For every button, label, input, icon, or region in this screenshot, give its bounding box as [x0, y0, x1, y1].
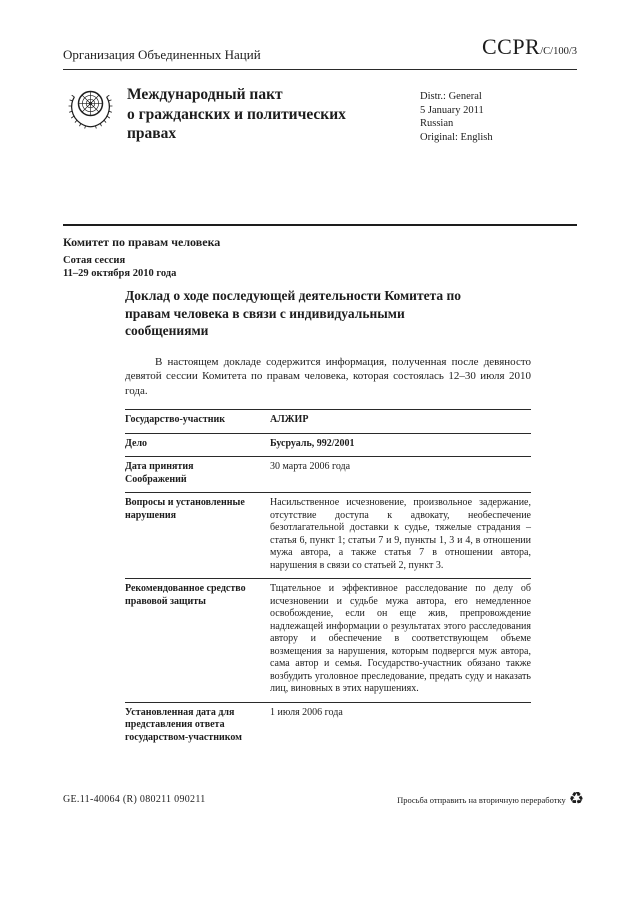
- recycle-note-text: Просьба отправить на вторичную переработку: [397, 794, 566, 805]
- section-rule: [63, 224, 577, 226]
- doc-symbol: [482, 34, 577, 60]
- row-label: Рекомендованное средство правовой защиты: [125, 583, 246, 607]
- session-title: Сотая сессия: [63, 255, 126, 266]
- doc-symbol-suffix: /C/100/3: [540, 46, 577, 57]
- committee-name: Комитет по правам человека: [63, 235, 221, 249]
- doc-symbol-main: CCPR: [481, 34, 541, 59]
- row-value: Насильственное исчезновение, произвольное задержание, отсутствие доступа к адвокату, необеспечение безотлагательной доставки к судье, тяжелые страдания – статья 6, пункт 1; статьи 7 и 9, пункты 1, 3 и 4, в отношении мужа автора, а также статья 7 в отношении автора, нарушения в связи со статьей 2, пункт 3.: [270, 497, 531, 571]
- case-table: [125, 409, 531, 750]
- row-value: Бусруаль, 992/2001: [270, 437, 355, 449]
- original-line: Original: English: [420, 131, 493, 143]
- covenant-title: [127, 85, 417, 144]
- covenant-title-line: Международный пакт: [127, 86, 283, 103]
- date-line: 5 January 2011: [420, 104, 484, 116]
- language-line: Russian: [420, 118, 454, 129]
- row-value: 30 марта 2006 года: [270, 461, 351, 472]
- table-row: [125, 434, 531, 458]
- distr-line: Distr.: General: [420, 91, 482, 102]
- covenant-title-line: правах: [127, 125, 177, 142]
- table-row: [125, 457, 531, 493]
- row-label: Вопросы и установленные нарушения: [125, 497, 245, 521]
- report-title: Доклад о ходе последующей деятельности Комитета по правам человека в связи с индивидуальными сообщениями: [125, 288, 462, 338]
- row-value: 1 июля 2006 года: [270, 706, 343, 718]
- session-dates: 11–29 октября 2010 года: [63, 268, 177, 279]
- table-row: [125, 410, 531, 434]
- distribution-block: [420, 90, 493, 144]
- report-intro: В настоящем докладе содержится информация, полученная после девяносто девятой сессии Комитета по правам человека, которая состоялась 12–30 июля 2010 года.: [125, 355, 531, 397]
- row-value: АЛЖИР: [270, 414, 309, 425]
- org-name: Организация Объединенных Наций: [63, 47, 261, 62]
- row-label: Установленная дата для представления ответа государством-участником: [125, 706, 242, 743]
- covenant-title-line: о гражданских и политических: [127, 105, 346, 123]
- table-row: [125, 703, 531, 751]
- row-label: Дата принятия Соображений: [125, 461, 194, 485]
- row-label: Государство-участник: [125, 414, 226, 425]
- header-rule: [63, 69, 577, 70]
- un-emblem-icon: [64, 82, 117, 135]
- footer-doc-id: GE.11-40064 (R) 080211 090211: [63, 794, 206, 805]
- row-label: Дело: [125, 437, 148, 449]
- committee-block: [63, 235, 220, 280]
- row-value: Тщательное и эффективное расследование по делу об исчезновении и судьбе мужа автора, его немедленное освобождение, если он еще жив, препровождение надлежащей информации о результатах этого расследования автору и обеспечение в соответствующем объеме возмещения за нарушения, которым подвергся муж автора, сама автор и семья. Государство-участник обязано также возбудить уголовное преследование, предать суду и наказать лиц, виновных в этих нарушениях.: [270, 583, 531, 694]
- recycle-icon: ♻: [568, 789, 584, 809]
- table-row: [125, 493, 531, 579]
- table-row: [125, 579, 531, 703]
- footer-recycle-note: [397, 791, 584, 808]
- report-body: [125, 287, 531, 750]
